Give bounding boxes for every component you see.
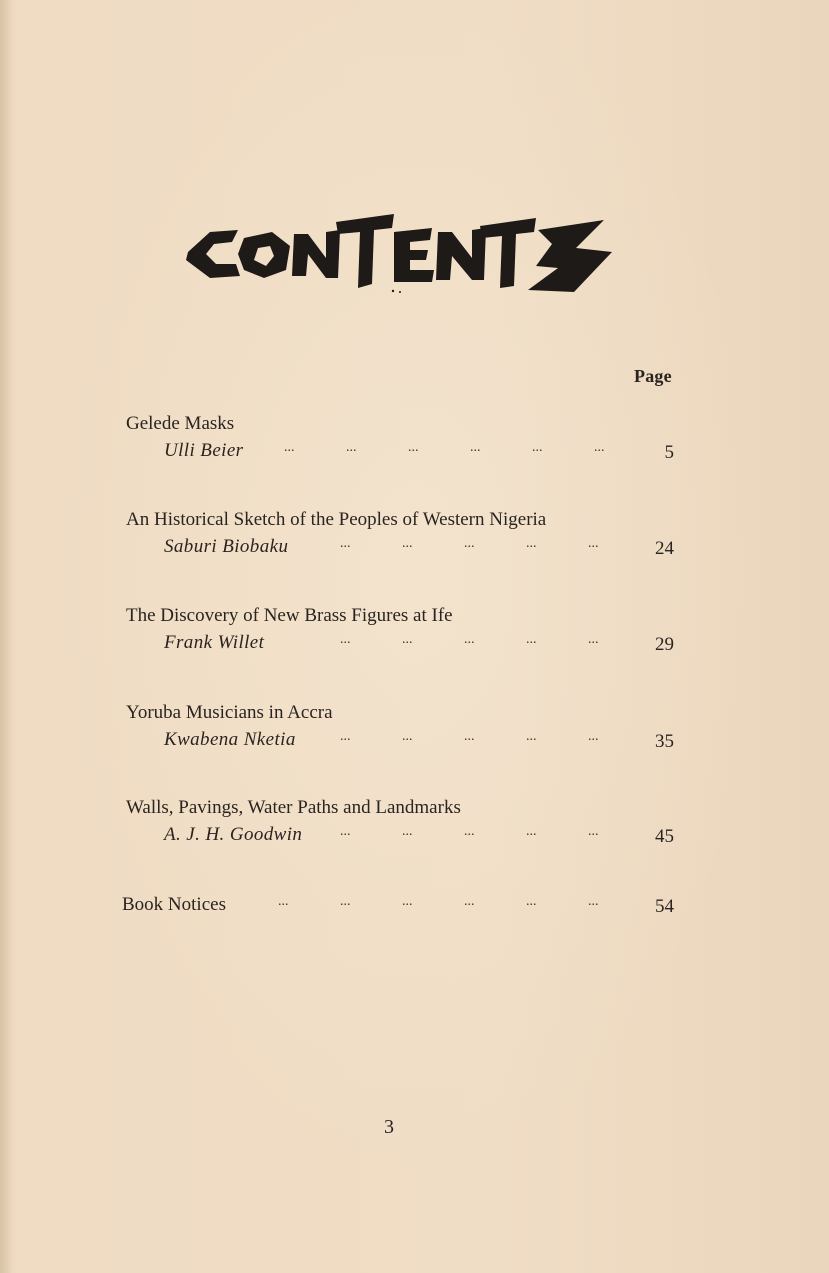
page-folio-number: 3 [384,1116,394,1138]
entry-author: Ulli Beier [164,440,244,461]
dot-leader: ... ... ... ... ... [340,729,599,744]
page-column-label: Page [634,366,672,386]
toc-entry-book-notices [122,894,674,920]
entry-page-number: 45 [655,826,674,847]
spine-shadow [0,0,12,1273]
entry-title: Walls, Pavings, Water Paths and Landmarks [126,797,461,818]
entry-title: The Discovery of New Brass Figures at Ife [126,605,453,626]
entry-title: Book Notices [122,894,226,915]
entry-author-line [164,632,674,658]
dot-leader: ... ... ... ... ... ... [278,894,599,909]
entry-title: An Historical Sketch of the Peoples of Western Nigeria [126,509,547,530]
entry-page-number: 54 [655,896,674,917]
entry-title: Gelede Masks [126,413,235,434]
dot-leader: ... ... ... ... ... [340,632,599,647]
entry-page-number: 35 [655,731,674,752]
entry-page-number: 5 [664,442,674,463]
entry-author: Kwabena Nketia [164,729,296,750]
contents-title-logo [180,208,620,304]
entry-title: Yoruba Musicians in Accra [126,702,333,723]
entry-page-number: 24 [655,538,674,559]
entry-author: A. J. H. Goodwin [164,824,303,845]
dot-leader: ... ... ... ... ... [340,824,599,839]
dot-leader: ... ... ... ... ... ... [284,440,605,455]
entry-author-line [164,440,674,466]
entry-author: Saburi Biobaku [164,536,289,557]
dot-leader: ... ... ... ... ... [340,536,599,551]
entry-author-line [164,536,674,562]
entry-author-line [164,729,674,755]
entry-author: Frank Willet [164,632,265,653]
entry-author-line [164,824,674,850]
entry-page-number: 29 [655,634,674,655]
